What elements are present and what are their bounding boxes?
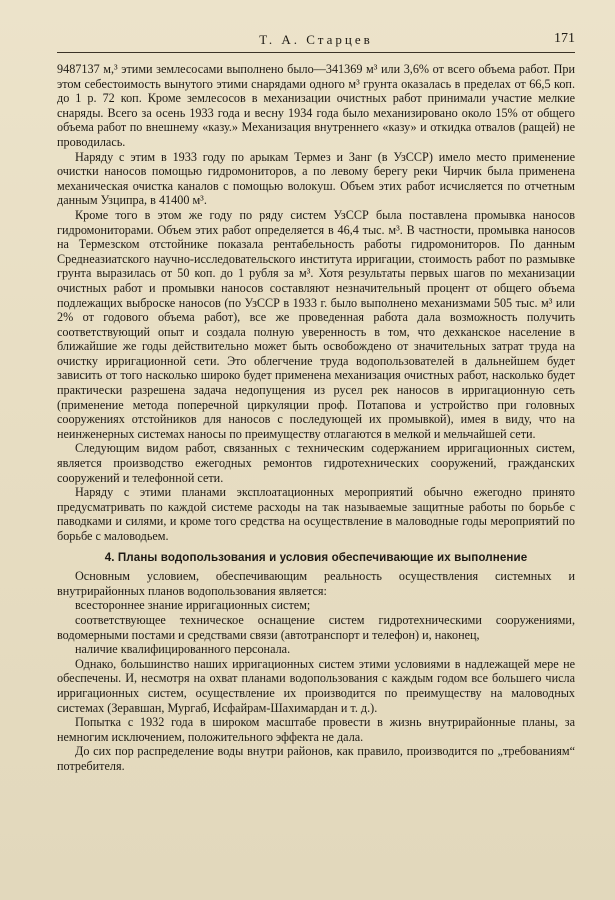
paragraph: Наряду с этими планами эксплоатационных мероприятий обычно ежегодно принято предусматривать по каждой системе расходы на так называемые защитные работы по борьбе с паводками и силями, и кроме того средства на осуществление в маловодные годы мероприятий по борьбе с маловодьем. bbox=[57, 485, 575, 543]
page-number: 171 bbox=[554, 31, 575, 46]
body-text bbox=[57, 62, 575, 774]
paragraph: Наряду с этим в 1933 году по арыкам Термез и Занг (в УзССР) имело место применение очистки наносов помощью гидромониторов, а по левому берегу реки Чирчик была применена механическая очистка каналов с помощью волокуш. Объем этих работ исчисляется по отчетным данным Узципра, в 41400 м³. bbox=[57, 149, 575, 208]
list-item: наличие квалифицированного персонала. bbox=[75, 642, 291, 657]
paragraph: Следующим видом работ, связанных с техническим содержанием ирригационных систем, является производство ежегодных ремонтов гидротехнических сооружений, гражданских сооружений и телефонной сети. bbox=[57, 441, 575, 485]
paragraph: Основным условием, обеспечивающим реальность осуществления системных и внутрирайонных планов водопользования является: bbox=[57, 569, 575, 598]
paragraph: Попытка с 1932 года в широком масштабе провести в жизнь внутрирайонные планы, за немногим исключением, положительного эффекта не дала. bbox=[57, 715, 575, 744]
list-item: всестороннее знание ирригационных систем; bbox=[75, 598, 311, 613]
paragraph: Кроме того в этом же году по ряду систем УзССР была поставлена промывка наносов гидромониторами. Объем этих работ определяется в 46,4 тыс. м³. В частности, промывка наносов на Термезском отстойнике показала рентабельность работы гидромониторов. По данным Среднеазиатского научно-исследовательского института ирригации, стоимость работ по размывке грунта выразилась от 50 коп. до 1 рубля за м³. Хотя результаты первых шагов по механизации очистных работ и промывки наносов составляют незначительный процент от общего объема подлежащих выброске наносов (по УзССР в 1933 г. было выполнено механизмами 505 тыс. м³ или 2% от годового объема работ), все же проведенная работа дала возможность получить соответствующий опыт и создала полную уверенность в том, что дехканское население в ближайшие же годы действительно может быть освобождено от значительных затрат труда на очистку ирригационной сети. Это облегчение труда водопользователей в дальнейшем будет зависить от того насколько широко будет применена механизация очистных работ, насколько будет практически разрешена задача недопущения из русел рек наносов в ирригационную сеть (применение метода поперечной циркуляции проф. Потапова и устройство при головных сооружениях отстойников для наносов с последующей их промывкой), имея в виду, что на неинженерных системах наносы по преимуществу отлагаются в мелкой и мельчайшей сети. bbox=[57, 207, 575, 441]
running-head bbox=[57, 30, 575, 53]
list-item: соответствующее техническое оснащение систем гидротехническими сооружениями, водомерными постами и средствами связи (автотранспорт и телефон) и, наконец, bbox=[57, 612, 575, 642]
running-head-author: Т. А. Старцев bbox=[259, 32, 373, 47]
section-heading: 4. Планы водопользования и условия обеспечивающие их выполнение bbox=[104, 550, 528, 564]
paragraph: До сих пор распределение воды внутри районов, как правило, производится по „требованиям“ потребителя. bbox=[57, 744, 575, 773]
paragraph: Однако, большинство наших ирригационных систем этими условиями в надлежащей мере не обеспечены. И, несмотря на охват планами водопользования с каждым годом все большего числа ирригационных систем, осуществление их производится по преимуществу на маловодных системах (Зеравшан, Мургаб, Исфайрам-Шахимардан и т. д.). bbox=[57, 656, 575, 715]
paragraph: 9487137 м,³ этими землесосами выполнено было—341369 м³ или 3,6% от всего объема работ. При этом себестоимость вынутого этими снарядами одного м³ грунта оказалась в пределах от 66,5 коп. до 1 р. 72 коп. Кроме землесосов в механизации очистных работ принимали участие мелкие снаряды. Всего за осень 1933 года и весну 1934 года было механизировано около 15% от общего объема работ по внешнему «казу.» Механизация внутреннего «казу» и откидка отвалов (ращей) не проводилась. bbox=[57, 62, 575, 149]
